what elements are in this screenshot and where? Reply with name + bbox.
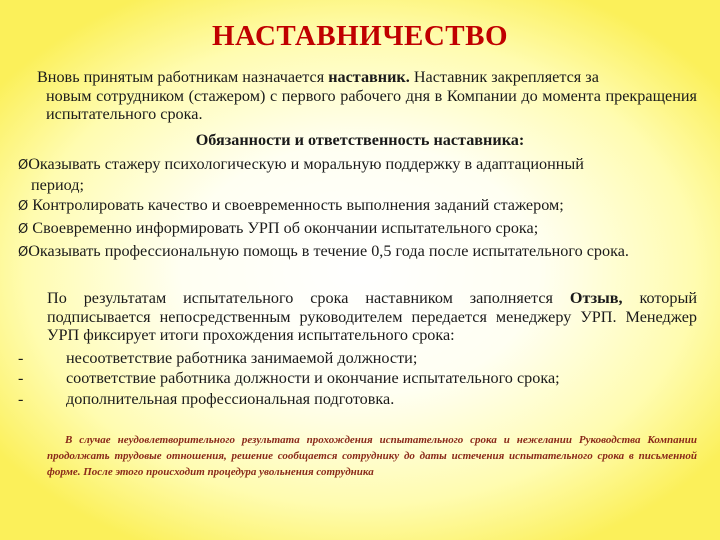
result-paragraph [47,289,697,345]
bullet-item [18,196,700,217]
dash-list-item [18,390,394,409]
result-text-start: По результатам испытательного срока наставником заполняется [47,289,570,307]
dash-marker: - [18,369,24,387]
bullet-arrow-icon: Ø [18,245,29,260]
bullet-text: Оказывать профессиональную помощь в течение 0,5 года после испытательного срока. [28,242,629,260]
intro-text-end: Наставник закрепляется за [409,68,599,86]
footer-note-text: В случае неудовлетворительного результата прохождения испытательного срока и нежелании Руководства Компании продолжать трудовые отношения, решение сообщается сотруднику до даты истечения испытательного срока в письменной форме. После этого происходит процедура увольнения сотрудника [47,434,697,478]
dash-item-text: несоответствие работника занимаемой должности; [66,349,418,367]
bullet-item [18,219,700,240]
dash-item-text: дополнительная профессиональная подготовка. [66,390,395,408]
bullet-text: Контролировать качество и своевременность выполнения заданий стажером; [28,196,564,214]
dash-list-item [18,349,417,368]
footer-note [47,432,697,480]
bullet-text: Оказывать стажеру психологическую и моральную поддержку в адаптационный [28,155,584,173]
bullet-arrow-icon: Ø [18,222,29,237]
page-title: НАСТАВНИЧЕСТВО [211,20,509,52]
bullet-arrow-icon: Ø [18,158,29,173]
intro-continuation: новым сотрудником (стажером) с первого рабочего дня в Компании до момента прекращения испытательного срока. [46,86,697,123]
dash-marker: - [18,390,24,408]
dash-item-text: соответствие работника должности и окончание испытательного срока; [66,369,560,387]
bullet-continuation: период; [31,175,84,194]
intro-text-start: Вновь принятым работникам назначается [37,68,329,86]
intro-bold-term: наставник. [328,68,410,86]
result-bold-term: Отзыв, [569,289,623,307]
dash-list-item [18,369,560,388]
dash-marker: - [18,349,24,367]
bullet-arrow-icon: Ø [18,199,29,214]
bullet-text: Своевременно информировать УРП об окончании испытательного срока; [28,219,539,237]
result-text-end: который подписывается непосредственным руководителем передается менеджеру УРП. Менеджер УРП фиксирует итоги прохождения испытательного срока: [47,289,697,344]
intro-paragraph [37,68,697,124]
bullet-item [18,242,700,263]
duties-heading: Обязанности и ответственность наставника: [195,131,525,149]
bullet-item [18,155,700,194]
